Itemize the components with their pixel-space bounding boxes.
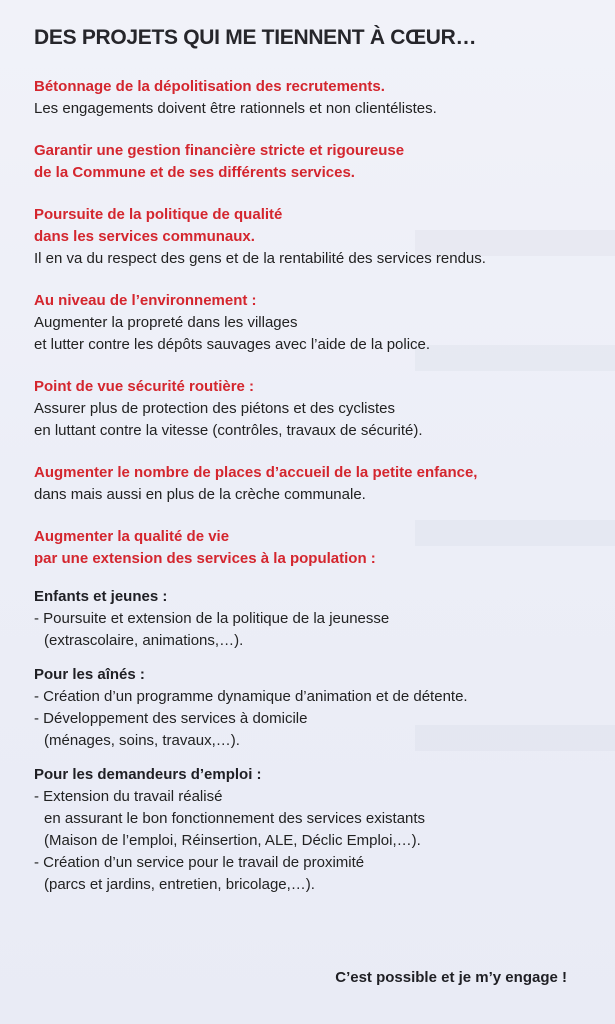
list-item-continuation: en assurant le bon fonctionnement des services existants xyxy=(44,810,426,827)
group-demandeurs-emploi xyxy=(34,764,594,896)
list-item: - Création d’un service pour le travail de proximité xyxy=(34,854,365,871)
section-environnement xyxy=(34,290,594,356)
section-qualite-de-vie xyxy=(34,526,594,570)
list-item: - Poursuite et extension de la politique de la jeunesse xyxy=(34,610,390,627)
closing-statement: C’est possible et je m’y engage ! xyxy=(335,969,567,986)
list-item: - Extension du travail réalisé xyxy=(34,788,223,805)
list-item-continuation: (parcs et jardins, entretien, bricolage,…). xyxy=(44,876,315,893)
list-item-continuation: (ménages, soins, travaux,…). xyxy=(44,732,240,749)
section-heading: Point de vue sécurité routière : xyxy=(34,378,255,395)
section-text: en luttant contre la vitesse (contrôles, travaux de sécurité). xyxy=(34,422,423,439)
section-text: dans mais aussi en plus de la crèche communale. xyxy=(34,486,366,503)
section-heading: Garantir une gestion financière stricte et rigoureuse xyxy=(34,142,405,159)
page-title: DES PROJETS QUI ME TIENNENT À CŒUR… xyxy=(34,26,477,49)
section-heading: de la Commune et de ses différents services. xyxy=(34,164,355,181)
group-title: Pour les aînés : xyxy=(34,666,145,683)
section-recrutements xyxy=(34,76,594,120)
list-item: - Développement des services à domicile xyxy=(34,710,308,727)
group-aines xyxy=(34,664,594,752)
content-column xyxy=(34,26,594,908)
list-item-continuation: (extrascolaire, animations,…). xyxy=(44,632,244,649)
list-item-continuation: (Maison de l’emploi, Réinsertion, ALE, Déclic Emploi,…). xyxy=(44,832,421,849)
section-heading: Bétonnage de la dépolitisation des recrutements. xyxy=(34,78,385,95)
section-gestion-financiere xyxy=(34,140,594,184)
section-text: Assurer plus de protection des piétons et des cyclistes xyxy=(34,400,396,417)
list-item: - Création d’un programme dynamique d’animation et de détente. xyxy=(34,688,468,705)
section-heading: Poursuite de la politique de qualité xyxy=(34,206,283,223)
section-heading: Augmenter la qualité de vie xyxy=(34,528,230,545)
group-title: Enfants et jeunes : xyxy=(34,588,168,605)
section-text: Il en va du respect des gens et de la rentabilité des services rendus. xyxy=(34,250,486,267)
section-securite-routiere xyxy=(34,376,594,442)
section-heading: Augmenter le nombre de places d’accueil de la petite enfance, xyxy=(34,464,478,481)
group-enfants-jeunes xyxy=(34,586,594,652)
section-petite-enfance xyxy=(34,462,594,506)
section-heading: Au niveau de l’environnement : xyxy=(34,292,257,309)
section-text: et lutter contre les dépôts sauvages avec l’aide de la police. xyxy=(34,336,431,353)
section-qualite-services xyxy=(34,204,594,270)
section-heading: par une extension des services à la population : xyxy=(34,550,376,567)
section-heading: dans les services communaux. xyxy=(34,228,255,245)
group-title: Pour les demandeurs d’emploi : xyxy=(34,766,262,783)
section-text: Augmenter la propreté dans les villages xyxy=(34,314,298,331)
section-text: Les engagements doivent être rationnels et non clientélistes. xyxy=(34,100,437,117)
